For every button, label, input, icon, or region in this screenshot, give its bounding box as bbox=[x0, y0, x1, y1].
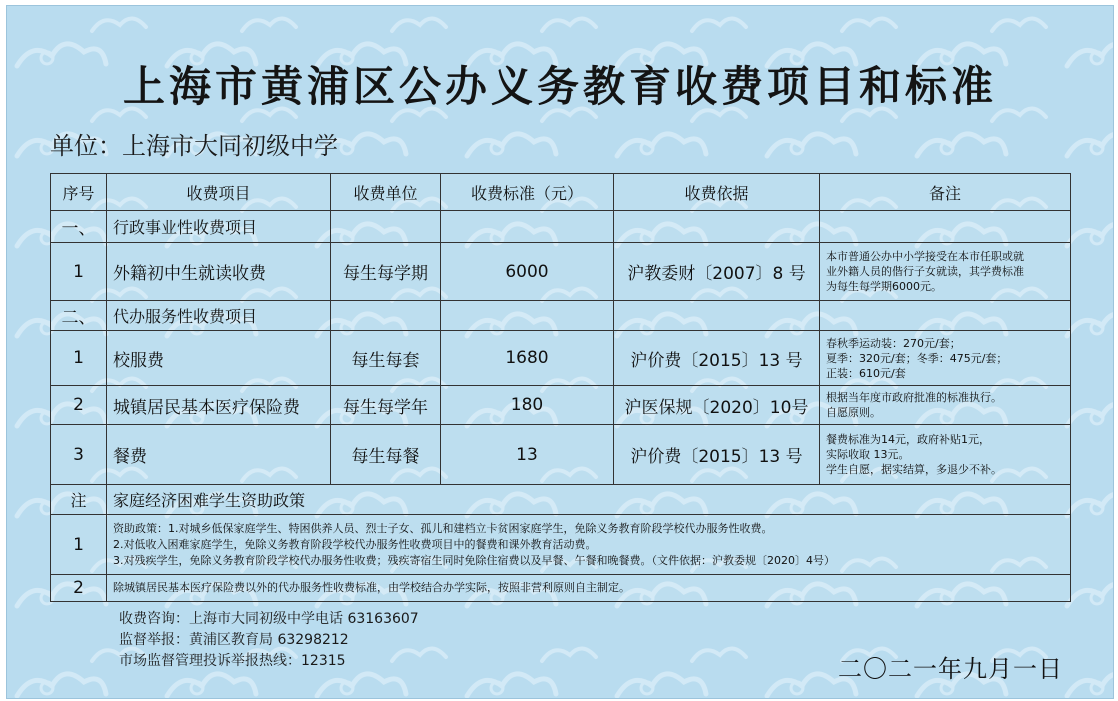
header-item: 收费项目 bbox=[107, 174, 331, 211]
row-no: 1 bbox=[51, 331, 107, 386]
complaint-hotline: 市场监督管理投诉举报热线：12315 bbox=[119, 653, 346, 669]
row-amount: 180 bbox=[441, 386, 614, 425]
row-amount: 13 bbox=[441, 425, 614, 485]
table-row bbox=[51, 386, 1071, 425]
policy-no: 2 bbox=[51, 575, 107, 602]
row-amount: 1680 bbox=[441, 331, 614, 386]
row-no: 3 bbox=[51, 425, 107, 485]
section-row-notes bbox=[51, 485, 1071, 515]
section-row-admin bbox=[51, 211, 1071, 243]
remark-line: 春秋季运动装：270元/套； bbox=[826, 336, 961, 350]
issue-date: 二〇二一年九月一日 bbox=[838, 655, 1063, 683]
page-title: 上海市黄浦区公办义务教育收费项目和标准 bbox=[122, 62, 997, 111]
row-basis: 沪医保规〔2020〕10号 bbox=[614, 386, 820, 425]
policy-line: 资助政策：1.对城乡低保家庭学生、特困供养人员、烈士子女、孤儿和建档立卡贫困家庭学生，免除义务教育阶段学校代办服务性收费。 bbox=[113, 521, 773, 535]
fee-table bbox=[50, 173, 1071, 602]
row-unit: 每生每餐 bbox=[331, 425, 441, 485]
contact-info bbox=[119, 609, 419, 672]
section-label: 家庭经济困难学生资助政策 bbox=[107, 485, 1071, 515]
section-no: 注 bbox=[51, 485, 107, 515]
row-item: 餐费 bbox=[107, 425, 331, 485]
row-unit: 每生每学期 bbox=[331, 243, 441, 301]
row-amount: 6000 bbox=[441, 243, 614, 301]
row-remark bbox=[820, 386, 1071, 425]
remark-line: 夏季：320元/套；冬季：475元/套； bbox=[826, 351, 1008, 365]
row-remark bbox=[820, 243, 1071, 301]
remark-line: 为每生每学期6000元。 bbox=[826, 280, 942, 293]
remark-line: 根据当年度市政府批准的标准执行。 bbox=[826, 391, 1002, 404]
fee-notice-board bbox=[6, 5, 1114, 699]
policy-line: 2.对低收入困难家庭学生，免除义务教育阶段学校代办服务性收费项目中的餐费和课外教育活动费。 bbox=[113, 537, 597, 551]
row-item: 校服费 bbox=[107, 331, 331, 386]
header-basis: 收费依据 bbox=[614, 174, 820, 211]
section-label: 行政事业性收费项目 bbox=[107, 211, 331, 243]
row-remark bbox=[820, 331, 1071, 386]
header-unit: 收费单位 bbox=[331, 174, 441, 211]
table-row bbox=[51, 425, 1071, 485]
table-row bbox=[51, 331, 1071, 386]
consult-phone: 收费咨询：上海市大同初级中学电话 63163607 bbox=[119, 611, 419, 627]
policy-no: 1 bbox=[51, 515, 107, 575]
row-unit: 每生每套 bbox=[331, 331, 441, 386]
section-row-agency bbox=[51, 301, 1071, 331]
remark-line: 学生自愿，据实结算，多退少不补。 bbox=[826, 463, 1002, 476]
row-no: 2 bbox=[51, 386, 107, 425]
policy-row bbox=[51, 575, 1071, 602]
row-basis: 沪价费〔2015〕13 号 bbox=[614, 425, 820, 485]
table-header-row bbox=[51, 174, 1071, 211]
remark-line: 实际收取 13元。 bbox=[826, 448, 910, 461]
policy-text bbox=[107, 575, 1071, 602]
remark-line: 本市普通公办中小学接受在本市任职或就 bbox=[826, 250, 1024, 263]
policy-line: 3.对残疾学生，免除义务教育阶段学校代办服务性收费；残疾寄宿生同时免除住宿费以及早餐、午餐和晚餐费。（文件依据：沪教委规〔2020〕4号） bbox=[113, 553, 835, 567]
remark-line: 自愿原则。 bbox=[826, 406, 881, 419]
row-no: 1 bbox=[51, 243, 107, 301]
remark-line: 餐费标准为14元，政府补贴1元， bbox=[826, 433, 990, 446]
row-item: 外籍初中生就读收费 bbox=[107, 243, 331, 301]
table-row bbox=[51, 243, 1071, 301]
row-remark bbox=[820, 425, 1071, 485]
row-basis: 沪价费〔2015〕13 号 bbox=[614, 331, 820, 386]
header-remark: 备注 bbox=[820, 174, 1071, 211]
policy-row bbox=[51, 515, 1071, 575]
supervision-phone: 监督举报：黄浦区教育局 63298212 bbox=[119, 632, 349, 648]
school-unit: 单位：上海市大同初级中学 bbox=[50, 132, 338, 160]
section-no: 一、 bbox=[51, 211, 107, 243]
remark-line: 业外籍人员的偕行子女就读，其学费标准 bbox=[826, 265, 1024, 278]
section-no: 二、 bbox=[51, 301, 107, 331]
policy-text bbox=[107, 515, 1071, 575]
header-amount: 收费标准（元） bbox=[441, 174, 614, 211]
section-label: 代办服务性收费项目 bbox=[107, 301, 331, 331]
row-basis: 沪教委财〔2007〕8 号 bbox=[614, 243, 820, 301]
row-unit: 每生每学年 bbox=[331, 386, 441, 425]
row-item: 城镇居民基本医疗保险费 bbox=[107, 386, 331, 425]
header-no: 序号 bbox=[51, 174, 107, 211]
policy-line: 除城镇居民基本医疗保险费以外的代办服务性收费标准，由学校结合办学实际，按照非营利原则自主制定。 bbox=[113, 581, 630, 594]
remark-line: 正装：610元/套 bbox=[826, 366, 906, 380]
